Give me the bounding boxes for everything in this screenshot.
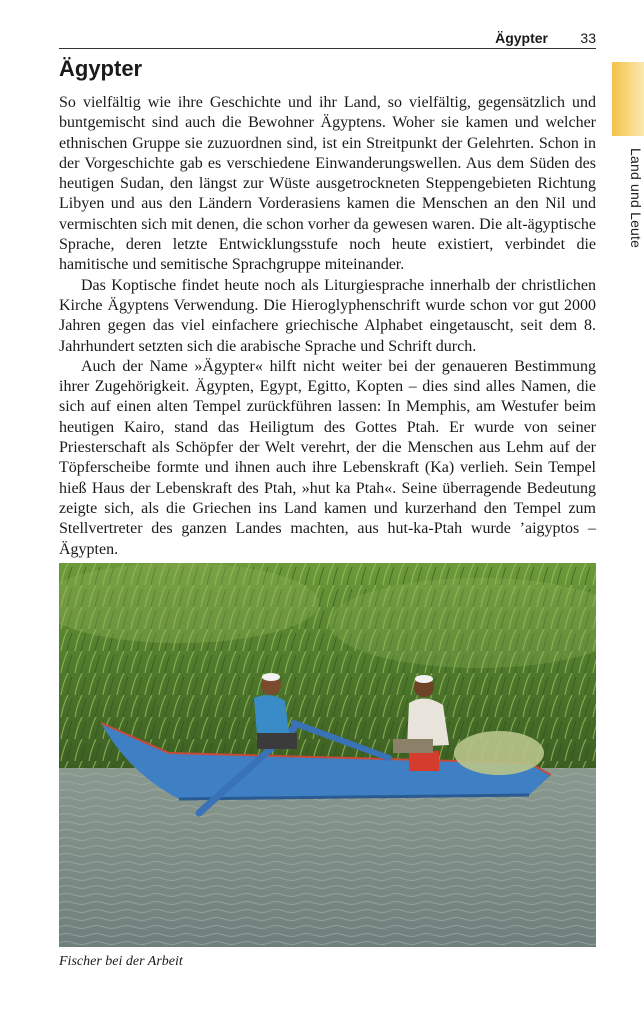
running-title: Ägypter — [495, 30, 548, 46]
page-number: 33 — [580, 30, 596, 46]
paragraph: So vielfältig wie ihre Geschichte und ihr Land, so vielfältig, gegensätzlich und buntgemischt sind auch die Bewohner Ägyptens. Woher sie kamen und welcher ethnischen Gruppe sie zuzuordnen sind, ist ein Streitpunkt der Gelehrten. Schon in der Vorgeschichte gab es verschiedene Einwanderungswellen. Aus dem Süden des heutigen Sudan, den längst zur Wüste ausgetrockneten Steppengebieten Richtung Libyen und aus den Ländern Vorderasiens kamen die Menschen an den Nil und vermischten sich mit denen, die schon vorher da gewesen waren. Die alt-ägyptische Sprache, deren letzte Entwicklungsstufe noch heute existiert, verbindet die hamitische und semitische Sprachgruppe miteinander. — [59, 94, 596, 274]
section-side-label: Land und Leute — [628, 148, 644, 249]
paragraph: Das Koptische findet heute noch als Liturgiesprache innerhalb der christlichen Kirche Ägyptens Verwendung. Die Hieroglyphenschrift wurde schon vor gut 2000 Jahren gegen das viel einfachere griechische Alphabet eingetauscht, seit dem 8. Jahrhundert setzten sich die arabische Sprache und Schrift durch. — [59, 276, 596, 355]
photo-caption: Fischer bei der Arbeit — [59, 954, 183, 969]
section-tab-marker — [612, 62, 644, 136]
body-text — [59, 93, 596, 560]
page-title: Ägypter — [59, 56, 143, 81]
photo-fishermen — [59, 563, 596, 947]
paragraph: Auch der Name »Ägypter« hilft nicht weiter bei der genaueren Bestimmung ihrer Zugehörigkeit. Ägypten, Egypt, Egitto, Kopten – dies sind alles Namen, die sich auf einen alten Tempel zurückführen lassen: In Memphis, am Westufer beim heutigen Kairo, stand das Heiligtum des Gottes Ptah. Er wurde von seiner Priesterschaft als Schöpfer der Welt verehrt, der die Menschen aus Lehm auf der Töpferscheibe formte und ihnen auch ihre Lebenskraft (Ka) verlieh. Sein Tempel hieß Haus der Lebenskraft des Ptah, »hut ka Ptah«. Seine überragende Bedeutung zeigte sich, als die Griechen ins Land kamen und kurzerhand den Tempel zum Stellvertreter des ganzen Landes machten, aus hut-ka-Ptah wurde ’aigyptos – Ägypten. — [59, 357, 596, 558]
photo-illustration — [59, 563, 596, 947]
running-head — [59, 30, 596, 49]
